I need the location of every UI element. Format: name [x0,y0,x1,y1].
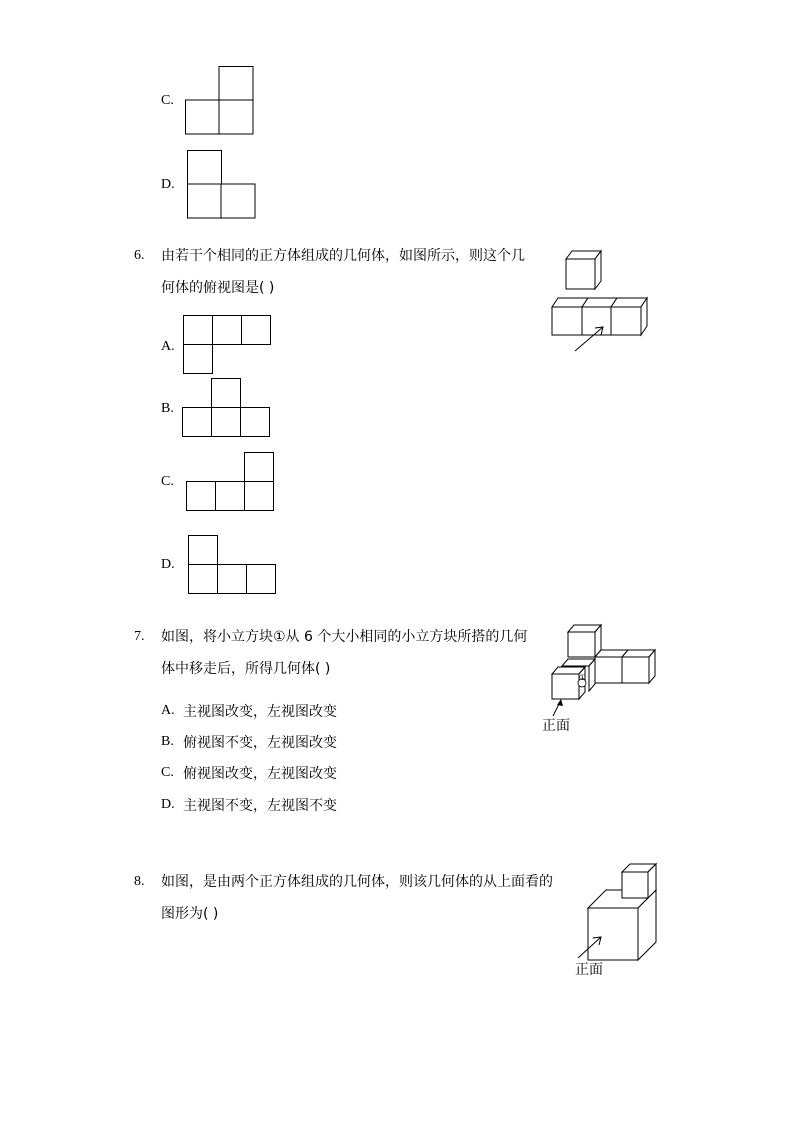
q7-option-b-letter: B. [161,734,174,749]
q6-option-a-letter: A. [161,339,175,354]
q5-option-d-letter: D. [161,177,175,192]
q6-stem-line2: 何体的俯视图是( ) [161,280,275,296]
q7-option-d-text: 主视图不变，左视图不变 [183,798,337,814]
q6-number: 6. [134,248,145,263]
q6-option-a-figure [183,315,275,377]
q5-option-c-letter: C. [161,93,174,108]
q8-solid-figure [574,862,666,966]
q8-stem-line1: 如图，是由两个正方体组成的几何体，则该几何体的从上面看的 [161,874,553,890]
q7-option-d-letter: D. [161,797,175,812]
q7-option-c-letter: C. [161,765,174,780]
q5-option-d-figure [187,150,257,220]
q7-option-c-text: 俯视图改变，左视图改变 [183,766,337,782]
q7-stem-line1: 如图，将小立方块①从 6 个大小相同的小立方块所搭的几何 [161,629,528,645]
q6-option-c-letter: C. [161,474,174,489]
q5-option-c-figure [185,66,255,136]
q6-option-d-figure [188,535,280,597]
q7-number: 7. [134,629,145,644]
q6-stem-line1: 由若干个相同的正方体组成的几何体，如图所示，则这个几 [161,248,525,264]
q8-number: 8. [134,874,145,889]
q7-figure-front-label: 正面 [542,718,570,734]
q7-option-b-text: 俯视图不变，左视图改变 [183,735,337,751]
q7-figure-marker: ① [579,673,587,682]
q6-option-c-figure [186,452,278,514]
q6-option-b-figure [182,378,274,440]
q8-figure-front-label: 正面 [575,962,603,978]
q6-solid-figure [550,243,662,355]
q6-option-b-letter: B. [161,401,174,416]
q8-stem-line2: 图形为( ) [161,906,219,922]
q7-option-a-text: 主视图改变，左视图改变 [183,704,337,720]
q6-option-d-letter: D. [161,557,175,572]
q7-solid-figure [548,624,662,706]
q7-stem-line2: 体中移走后，所得几何体( ) [161,661,331,677]
q7-option-a-letter: A. [161,703,175,718]
